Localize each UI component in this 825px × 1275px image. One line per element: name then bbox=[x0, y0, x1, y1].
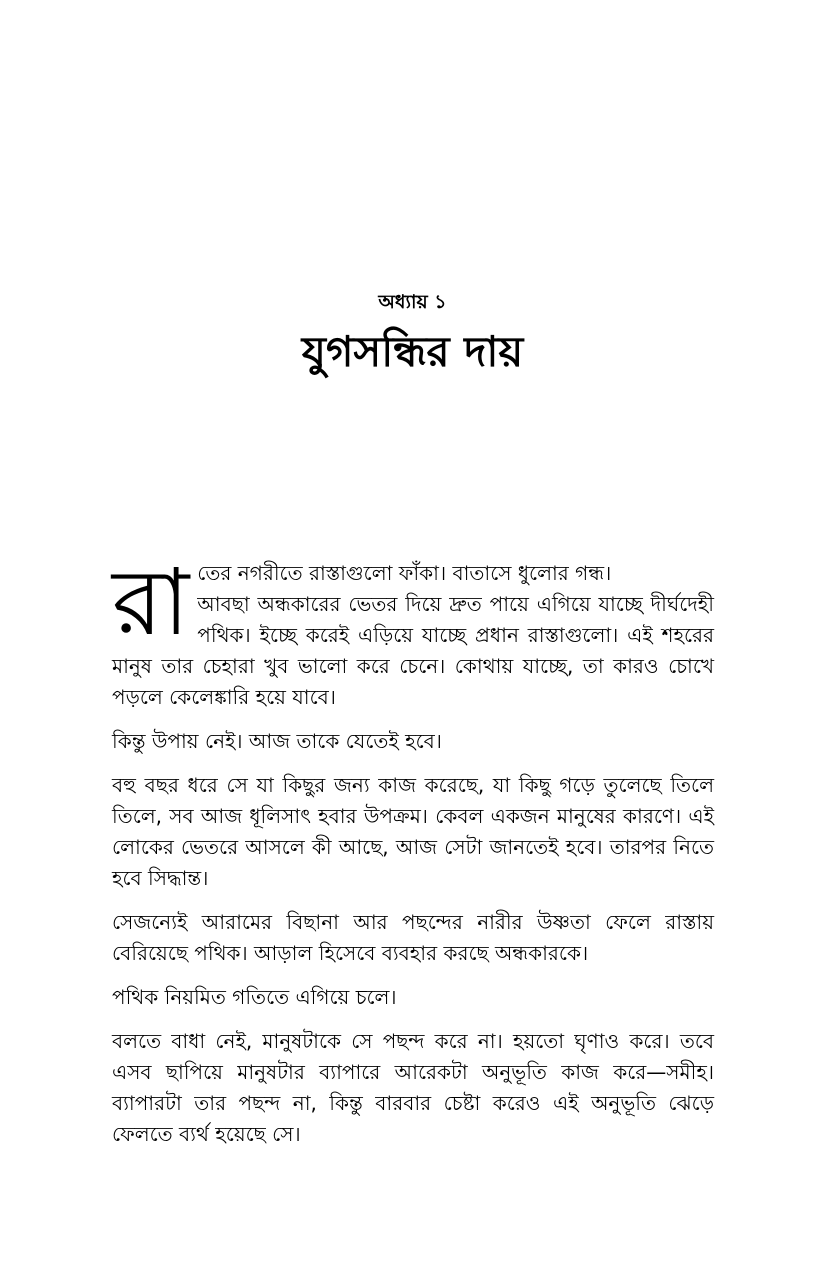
paragraph-4: বহু বছর ধরে সে যা কিছুর জন্য কাজ করেছে, যা কিছু গড়ে তুলেছে তিলে তিলে, সব আজ ধূলিসাৎ হবার উপক্রম। কেবল একজন মানুষের কারণে। এই লোকের ভেতরে আসলে কী আছে, আজ সেটা জানতেই হবে। তারপর নিতে হবে সিদ্ধান্ত। bbox=[112, 773, 714, 890]
paragraph-2-text: আবছা অন্ধকারের ভেতর দিয়ে দ্রুত পায়ে এগিয়ে যাচ্ছে দীর্ঘদেহী পথিক। ইচ্ছে করেই এড়িয়ে যাচ্ছে প্রধান রাস্তাগুলো। এই শহরের মানুষ তার চেহারা খুব ভালো করে চেনে। কোথায় যাচ্ছে, তা কারও চোখে পড়লে কেলেঙ্কারি হয়ে যাবে। bbox=[112, 592, 714, 709]
drop-cap: রা bbox=[112, 549, 190, 656]
paragraph-5: সেজন্যেই আরামের বিছানা আর পছন্দের নারীর উষ্ণতা ফেলে রাস্তায় বেরিয়েছে পথিক। আড়াল হিসেবে ব্যবহার করছে অন্ধকারকে। bbox=[112, 910, 714, 965]
paragraph-7: বলতে বাধা নেই, মানুষটাকে সে পছন্দ করে না। হয়তো ঘৃণাও করে। তবে এসব ছাপিয়ে মানুষটার ব্যাপারে আরেকটা অনুভূতি কাজ করে—সমীহ। ব্যাপারটা তার পছন্দ না, কিন্তু বারবার চেষ্টা করেও এই অনুভূতি ঝেড়ে ফেলতে ব্যর্থ হয়েছে সে। bbox=[112, 1029, 714, 1146]
paragraph-1 bbox=[112, 549, 714, 713]
paragraph-3: কিন্তু উপায় নেই। আজ তাকে যেতেই হবে। bbox=[112, 729, 442, 753]
chapter-title: যুগসন্ধির দায় bbox=[301, 327, 524, 376]
chapter-label: অধ্যায় ১ bbox=[378, 291, 447, 313]
paragraph-1-text: তের নগরীতে রাস্তাগুলো ফাঁকা। বাতাসে ধুলোর গন্ধ। bbox=[197, 561, 612, 585]
chapter-body bbox=[112, 549, 714, 1163]
paragraph-6: পথিক নিয়মিত গতিতে এগিয়ে চলে। bbox=[112, 985, 397, 1009]
